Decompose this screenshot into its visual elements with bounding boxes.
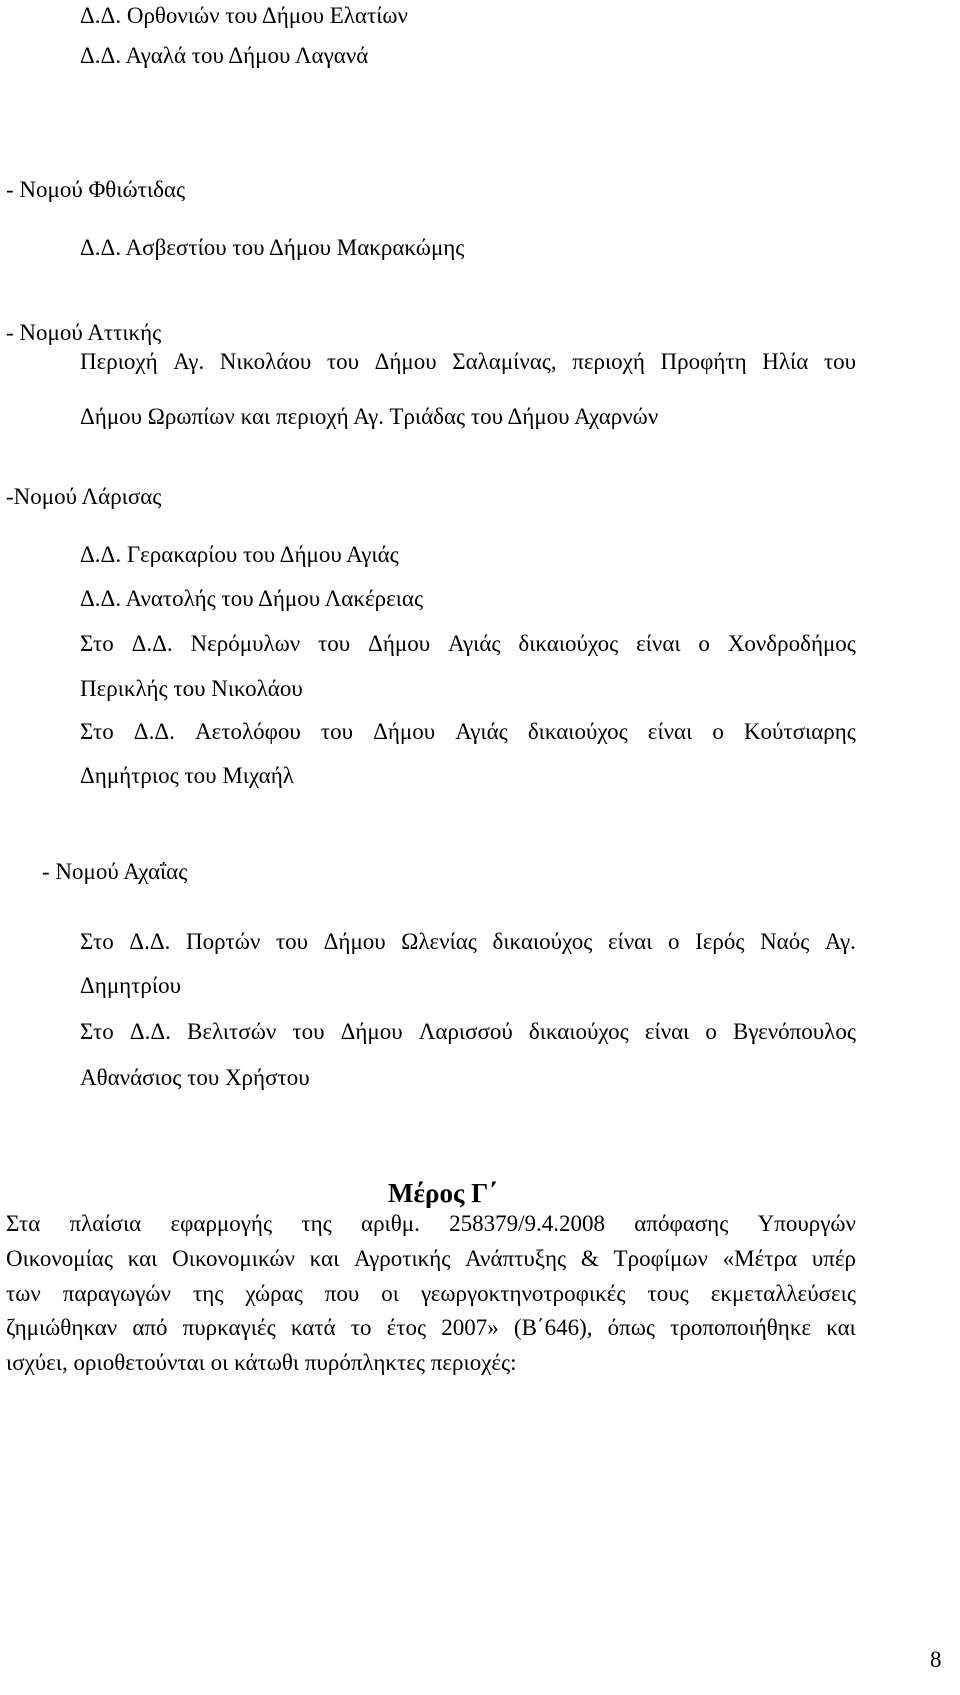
word: Νερόμυλων: [190, 631, 301, 656]
paragraph-line: [6, 1212, 856, 1235]
word: παραγωγών: [62, 1281, 171, 1306]
word: ζημιώθηκαν: [6, 1315, 118, 1340]
text-line: Δημητρίου: [80, 973, 181, 998]
word: Στο: [80, 631, 114, 656]
word: ο: [705, 1019, 717, 1044]
word: Αετολόφου: [194, 719, 301, 744]
word: Δ.Δ.: [129, 1019, 171, 1044]
text-line: [80, 1020, 856, 1043]
paragraph-line: [6, 1247, 856, 1270]
paragraph-line: ισχύει, οριοθετούνται οι κάτωθι πυρόπληκτες περιοχές:: [6, 1350, 517, 1375]
word: χώρας: [245, 1281, 303, 1306]
word: Στα: [6, 1211, 41, 1236]
word: του: [292, 1019, 325, 1044]
word: ο: [712, 719, 724, 744]
text-line: Περικλής του Νικολάου: [80, 676, 303, 701]
text-line: Δημήτριος του Μιχαήλ: [80, 763, 294, 788]
word: Δ.Δ.: [129, 929, 171, 954]
paragraph-line: [6, 1316, 856, 1339]
text-line: Δ.Δ. Γερακαρίου του Δήμου Αγιάς: [80, 542, 399, 567]
word: Δήμου: [373, 719, 436, 744]
word: του: [326, 349, 359, 374]
word: τους: [647, 1281, 689, 1306]
text-line: Δήμου Ωρωπίων και περιοχή Αγ. Τριάδας του Δήμου Αχαρνών: [80, 404, 659, 429]
prefecture-heading: - Νομού Αττικής: [6, 320, 162, 345]
word: Δήμου: [374, 349, 437, 374]
word: Λαρισσού: [418, 1019, 513, 1044]
word: Βγενόπουλος: [733, 1019, 856, 1044]
word: του: [318, 631, 351, 656]
word: Τροφίμων: [613, 1246, 708, 1271]
text-line: Δ.Δ. Ορθονιών του Δήμου Ελατίων: [80, 3, 408, 28]
word: δικαιούχος: [492, 929, 593, 954]
word: και: [309, 1246, 340, 1271]
word: Στο: [80, 1019, 114, 1044]
word: εκμεταλλεύσεις: [710, 1281, 856, 1306]
word: είναι: [644, 1019, 690, 1044]
word: δικαιούχος: [527, 719, 628, 744]
word: του: [823, 349, 856, 374]
word: Οικονομικών: [172, 1246, 295, 1271]
word: Ναός: [760, 929, 810, 954]
word: υπέρ: [811, 1246, 856, 1271]
word: περιοχή: [572, 349, 645, 374]
page-number: 8: [930, 1647, 942, 1672]
word: του: [320, 719, 354, 744]
word: γεωργοκτηνοτροφικές: [420, 1281, 626, 1306]
word: Ανάπτυξης: [465, 1246, 567, 1271]
text-line: [80, 720, 856, 743]
word: Ωλενίας: [401, 929, 477, 954]
word: Περιοχή: [80, 349, 158, 374]
word: Οικονομίας: [6, 1246, 113, 1271]
word: Ιερός: [695, 929, 745, 954]
word: Πορτών: [185, 929, 261, 954]
text-line: [80, 350, 856, 373]
text-line: Δ.Δ. Ανατολής του Δήμου Λακέρειας: [80, 586, 424, 611]
word: των: [6, 1281, 41, 1306]
prefecture-heading: -Νομού Λάρισας: [6, 484, 162, 509]
word: της: [192, 1281, 224, 1306]
word: πλαίσια: [69, 1211, 142, 1236]
text-line: Δ.Δ. Ασβεστίου του Δήμου Μακρακώμης: [80, 235, 465, 260]
word: Αγ.: [824, 929, 856, 954]
word: από: [132, 1315, 168, 1340]
section-heading: Μέρος Γ΄: [388, 1178, 498, 1208]
word: έτος: [386, 1315, 427, 1340]
word: τροποποιήθηκε: [670, 1315, 812, 1340]
text-line: Αθανάσιος του Χρήστου: [80, 1065, 310, 1090]
word: Χονδροδήμος: [727, 631, 856, 656]
word: δικαιούχος: [518, 631, 619, 656]
word: είναι: [647, 719, 693, 744]
word: Δ.Δ.: [131, 631, 173, 656]
word: Δήμου: [323, 929, 386, 954]
word: που: [324, 1281, 360, 1306]
word: είναι: [607, 929, 653, 954]
word: Αγροτικής: [354, 1246, 451, 1271]
word: κατά: [290, 1315, 336, 1340]
word: 258379/9.4.2008: [449, 1211, 606, 1236]
word: Σαλαμίνας,: [452, 349, 557, 374]
word: Αγιάς: [455, 719, 508, 744]
word: Δήμου: [340, 1019, 403, 1044]
word: και: [826, 1315, 856, 1340]
word: και: [127, 1246, 158, 1271]
word: Δήμου: [368, 631, 431, 656]
word: ο: [698, 631, 710, 656]
word: ο: [668, 929, 680, 954]
word: «Μέτρα: [722, 1246, 798, 1271]
word: 2007»: [441, 1315, 499, 1340]
word: Κούτσιαρης: [743, 719, 856, 744]
text-line: Δ.Δ. Αγαλά του Δήμου Λαγανά: [80, 43, 369, 68]
word: Προφήτη: [660, 349, 747, 374]
word: Στο: [80, 929, 114, 954]
word: Στο: [80, 719, 114, 744]
word: οι: [381, 1281, 399, 1306]
word: της: [301, 1211, 332, 1236]
word: (Β΄646),: [513, 1315, 593, 1340]
word: του: [275, 929, 309, 954]
word: Αγιάς: [447, 631, 501, 656]
word: &: [580, 1246, 599, 1271]
word: Νικολάου: [219, 349, 312, 374]
word: πυρκαγιές: [182, 1315, 276, 1340]
word: Βελιτσών: [187, 1019, 277, 1044]
word: όπως: [607, 1315, 655, 1340]
word: είναι: [636, 631, 681, 656]
word: Δ.Δ.: [133, 719, 175, 744]
word: αριθμ.: [361, 1211, 420, 1236]
word: Ηλία: [762, 349, 809, 374]
text-line: [80, 632, 856, 655]
word: δικαιούχος: [528, 1019, 629, 1044]
prefecture-heading: - Νομού Αχαΐας: [42, 859, 188, 884]
word: Αγ.: [173, 349, 205, 374]
text-line: [80, 930, 856, 953]
prefecture-heading: - Νομού Φθιώτιδας: [6, 177, 186, 202]
word: εφαρμογής: [170, 1211, 273, 1236]
word: Υπουργών: [757, 1211, 856, 1236]
word: το: [350, 1315, 372, 1340]
paragraph-line: [6, 1282, 856, 1305]
word: απόφασης: [634, 1211, 729, 1236]
